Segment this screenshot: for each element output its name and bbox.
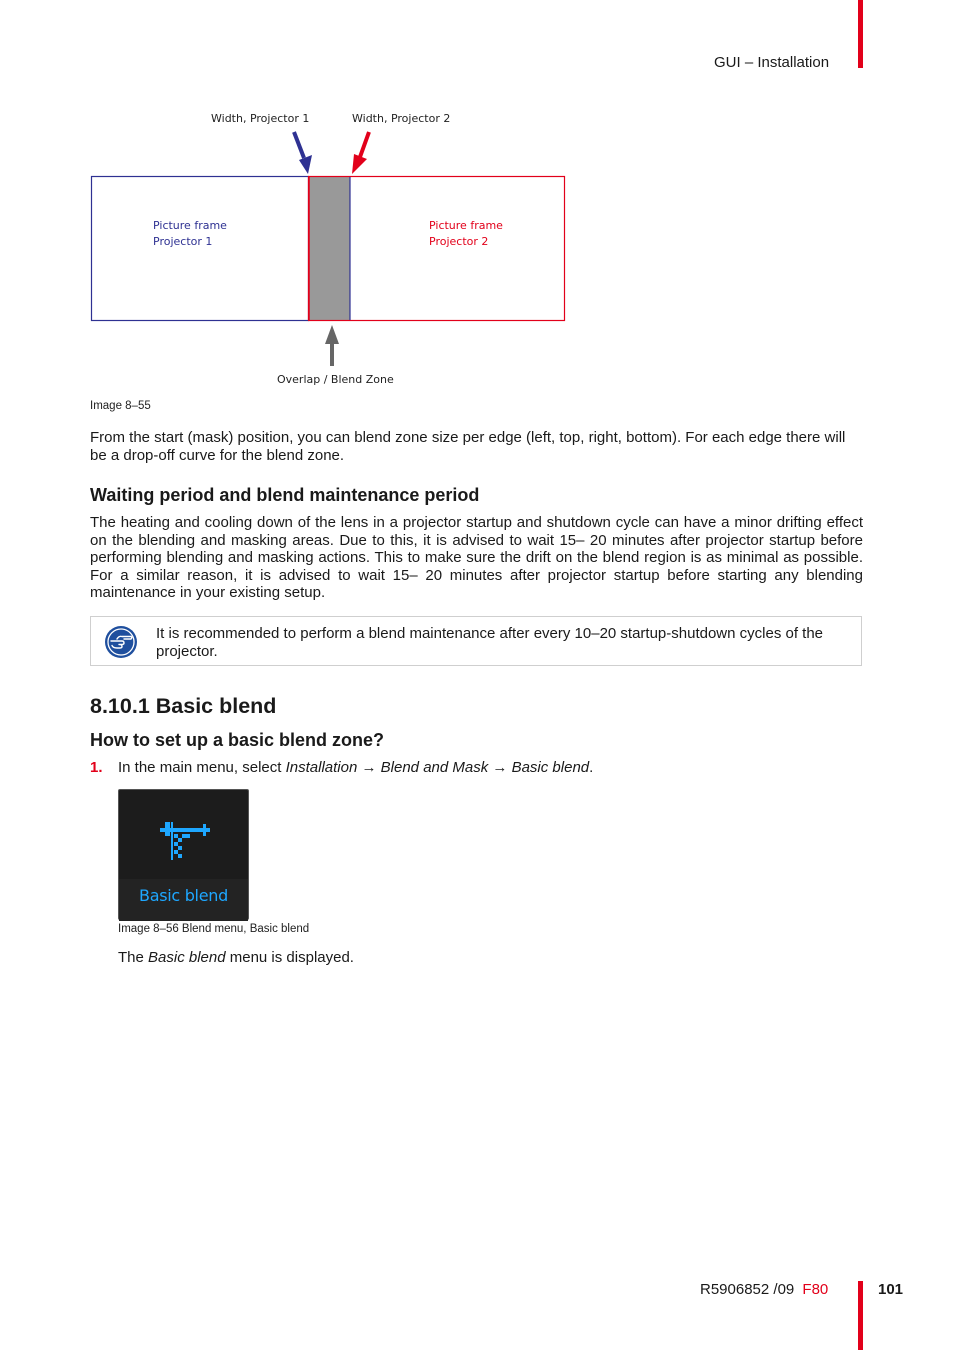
tip-box: [90, 616, 862, 666]
basic-blend-icon: [157, 818, 213, 864]
footer-accent-bar: [858, 1281, 863, 1350]
projector1-frame-label-line1: Picture frame: [153, 219, 227, 232]
header-section-title: GUI – Installation: [714, 54, 830, 71]
result-prefix: The: [118, 949, 149, 966]
pointing-hand-icon: [105, 626, 137, 658]
paragraph-waiting-period: The heating and cooling down of the lens in a projector startup and shutdown cycle can have a minor drifting effect on the blending and masking areas. Due to this, it is advised to wait 15– 20 minutes after projector startup before performing blending and masking actions. This to make sure the drift on the blend region is as minimal as possible. For a similar reason, it is advised to wait 15– 20 minutes after projector startup before starting any blending maintenance in your existing setup.: [90, 514, 863, 602]
menu-path-arrow-1: →: [357, 759, 381, 776]
arrow-overlap-icon: [325, 325, 339, 366]
step-1-number: 1.: [90, 759, 103, 776]
menu-path-installation: Installation: [285, 759, 358, 776]
footer-doc-id: [700, 1281, 828, 1298]
menu-path-arrow-2: →: [488, 759, 512, 776]
header-accent-bar: [858, 0, 863, 68]
result-suffix: menu is displayed.: [225, 949, 354, 966]
menu-path-basic-blend: Basic blend: [511, 759, 590, 776]
overlap-zone: [309, 177, 350, 320]
section-heading-text: 8.10.1 Basic blend: [90, 694, 277, 718]
basic-blend-tile-label: Basic blend: [119, 879, 248, 921]
page-number: 101: [878, 1281, 904, 1298]
width-projector2-label: Width, Projector 2: [352, 112, 451, 125]
paragraph-start-position: From the start (mask) position, you can blend zone size per edge (left, top, right, bottom). For each edge there will be a drop-off curve for the blend zone.: [90, 429, 846, 464]
tip-text: It is recommended to perform a blend maintenance after every 10–20 startup-shutdown cycles of the projector.: [156, 625, 824, 660]
blend-diagram-svg: [80, 100, 580, 400]
result-italic: Basic blend: [148, 949, 226, 966]
section-heading: [90, 694, 276, 719]
result-text: [118, 949, 354, 967]
step-1-suffix: .: [589, 759, 594, 776]
step-1-text: [118, 759, 593, 777]
projector1-frame-label-line2: Projector 1: [153, 234, 213, 248]
heading-waiting-period: [90, 485, 479, 506]
subheading-how-to-text: How to set up a basic blend zone?: [90, 730, 385, 750]
basic-blend-menu-tile[interactable]: [118, 789, 249, 920]
arrow-projector1-icon: [294, 132, 312, 174]
projector2-frame-label: [429, 218, 503, 249]
image-caption-56: Image 8–56 Blend menu, Basic blend: [118, 923, 310, 935]
image-caption-55: Image 8–55: [90, 400, 151, 412]
overlap-label: Overlap / Blend Zone: [277, 373, 394, 386]
heading-waiting-period-text: Waiting period and blend maintenance period: [90, 485, 480, 505]
projector1-frame-label: [153, 218, 227, 249]
arrow-projector2-icon: [352, 132, 369, 174]
width-projector1-label: Width, Projector 1: [211, 112, 310, 125]
menu-path-blend-and-mask: Blend and Mask: [380, 759, 489, 776]
subheading-how-to: [90, 730, 384, 751]
blend-diagram: [80, 100, 580, 400]
footer-doc-number: R5906852 /09: [700, 1281, 795, 1298]
projector2-frame-label-line2: Projector 2: [429, 234, 489, 248]
footer-model: F80: [802, 1281, 829, 1298]
projector2-frame-label-line1: Picture frame: [429, 219, 503, 232]
step-1-prefix: In the main menu, select: [118, 759, 286, 776]
